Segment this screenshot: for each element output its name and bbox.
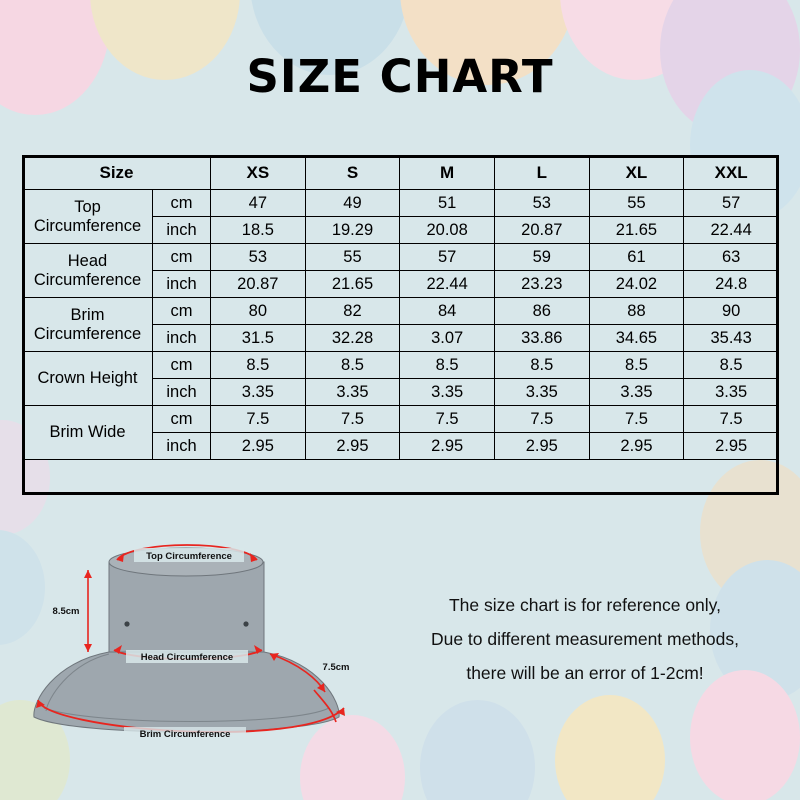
unit-cell: cm <box>153 190 211 217</box>
value-cell: 7.5 <box>494 406 589 433</box>
value-cell: 22.44 <box>400 271 495 298</box>
header-size: Size <box>23 156 211 190</box>
row-label-top-circumference: Top Circumference <box>23 190 153 244</box>
row-label-brim-circumference: Brim Circumference <box>23 298 153 352</box>
diagram-crown-height-label: 8.5cm <box>52 606 80 617</box>
value-cell: 3.35 <box>400 379 495 406</box>
value-cell: 24.02 <box>589 271 684 298</box>
header-l: L <box>494 156 589 190</box>
row-label-head-circumference: Head Circumference <box>23 244 153 298</box>
table-row <box>23 244 779 271</box>
value-cell: 7.5 <box>589 406 684 433</box>
value-cell: 31.5 <box>211 325 306 352</box>
diagram-head-label: Head Circumference <box>140 652 234 663</box>
value-cell: 19.29 <box>305 217 400 244</box>
header-s: S <box>305 156 400 190</box>
value-cell: 21.65 <box>589 217 684 244</box>
unit-cell: cm <box>153 244 211 271</box>
value-cell: 55 <box>305 244 400 271</box>
value-cell: 61 <box>589 244 684 271</box>
value-cell: 8.5 <box>494 352 589 379</box>
value-cell: 8.5 <box>684 352 779 379</box>
unit-cell: cm <box>153 352 211 379</box>
header-xl: XL <box>589 156 684 190</box>
disclaimer-note <box>380 588 790 690</box>
value-cell: 8.5 <box>305 352 400 379</box>
value-cell: 32.28 <box>305 325 400 352</box>
value-cell: 3.35 <box>494 379 589 406</box>
value-cell: 57 <box>400 244 495 271</box>
page-title: SIZE CHART <box>246 50 554 103</box>
value-cell: 2.95 <box>305 433 400 460</box>
value-cell: 2.95 <box>400 433 495 460</box>
value-cell: 3.35 <box>211 379 306 406</box>
decorative-balloon-12 <box>420 700 535 800</box>
value-cell: 34.65 <box>589 325 684 352</box>
value-cell: 7.5 <box>400 406 495 433</box>
value-cell: 3.35 <box>684 379 779 406</box>
unit-cell: inch <box>153 217 211 244</box>
row-label-brim-wide: Brim Wide <box>23 406 153 460</box>
value-cell: 24.8 <box>684 271 779 298</box>
value-cell: 59 <box>494 244 589 271</box>
value-cell: 55 <box>589 190 684 217</box>
value-cell: 23.23 <box>494 271 589 298</box>
unit-cell: inch <box>153 271 211 298</box>
value-cell: 2.95 <box>494 433 589 460</box>
table-row <box>23 190 779 217</box>
value-cell: 84 <box>400 298 495 325</box>
value-cell: 33.86 <box>494 325 589 352</box>
value-cell: 3.35 <box>305 379 400 406</box>
table-row <box>23 352 779 379</box>
value-cell: 3.07 <box>400 325 495 352</box>
note-line-3: there will be an error of 1-2cm! <box>466 663 704 683</box>
decorative-balloon-11 <box>555 695 665 800</box>
value-cell: 35.43 <box>684 325 779 352</box>
value-cell: 3.35 <box>589 379 684 406</box>
note-line-2: Due to different measurement methods, <box>430 629 740 649</box>
value-cell: 22.44 <box>684 217 779 244</box>
diagram-top-label: Top Circumference <box>146 551 232 562</box>
unit-cell: inch <box>153 325 211 352</box>
value-cell: 90 <box>684 298 779 325</box>
value-cell: 18.5 <box>211 217 306 244</box>
value-cell: 20.87 <box>211 271 306 298</box>
value-cell: 20.08 <box>400 217 495 244</box>
value-cell: 7.5 <box>684 406 779 433</box>
hat-diagram <box>14 512 374 772</box>
value-cell: 7.5 <box>305 406 400 433</box>
value-cell: 53 <box>211 244 306 271</box>
value-cell: 63 <box>684 244 779 271</box>
note-line-1: The size chart is for reference only, <box>448 595 721 615</box>
value-cell: 80 <box>211 298 306 325</box>
diagram-brim-label: Brim Circumference <box>139 729 231 740</box>
header-xs: XS <box>211 156 306 190</box>
unit-cell: inch <box>153 433 211 460</box>
value-cell: 8.5 <box>589 352 684 379</box>
header-m: M <box>400 156 495 190</box>
value-cell: 53 <box>494 190 589 217</box>
value-cell: 2.95 <box>211 433 306 460</box>
value-cell: 21.65 <box>305 271 400 298</box>
value-cell: 20.87 <box>494 217 589 244</box>
size-chart-table <box>22 155 779 460</box>
value-cell: 47 <box>211 190 306 217</box>
size-chart-table-wrap <box>22 155 779 460</box>
header-xxl: XXL <box>684 156 779 190</box>
diagram-brim-wide-label: 7.5cm <box>322 662 350 673</box>
value-cell: 8.5 <box>400 352 495 379</box>
table-header-row <box>23 156 779 190</box>
unit-cell: cm <box>153 406 211 433</box>
row-label-crown-height: Crown Height <box>23 352 153 406</box>
value-cell: 49 <box>305 190 400 217</box>
table-row <box>23 298 779 325</box>
unit-cell: cm <box>153 298 211 325</box>
value-cell: 51 <box>400 190 495 217</box>
value-cell: 2.95 <box>684 433 779 460</box>
value-cell: 88 <box>589 298 684 325</box>
value-cell: 7.5 <box>211 406 306 433</box>
unit-cell: inch <box>153 379 211 406</box>
table-row <box>23 406 779 433</box>
value-cell: 2.95 <box>589 433 684 460</box>
value-cell: 86 <box>494 298 589 325</box>
value-cell: 57 <box>684 190 779 217</box>
value-cell: 8.5 <box>211 352 306 379</box>
value-cell: 82 <box>305 298 400 325</box>
